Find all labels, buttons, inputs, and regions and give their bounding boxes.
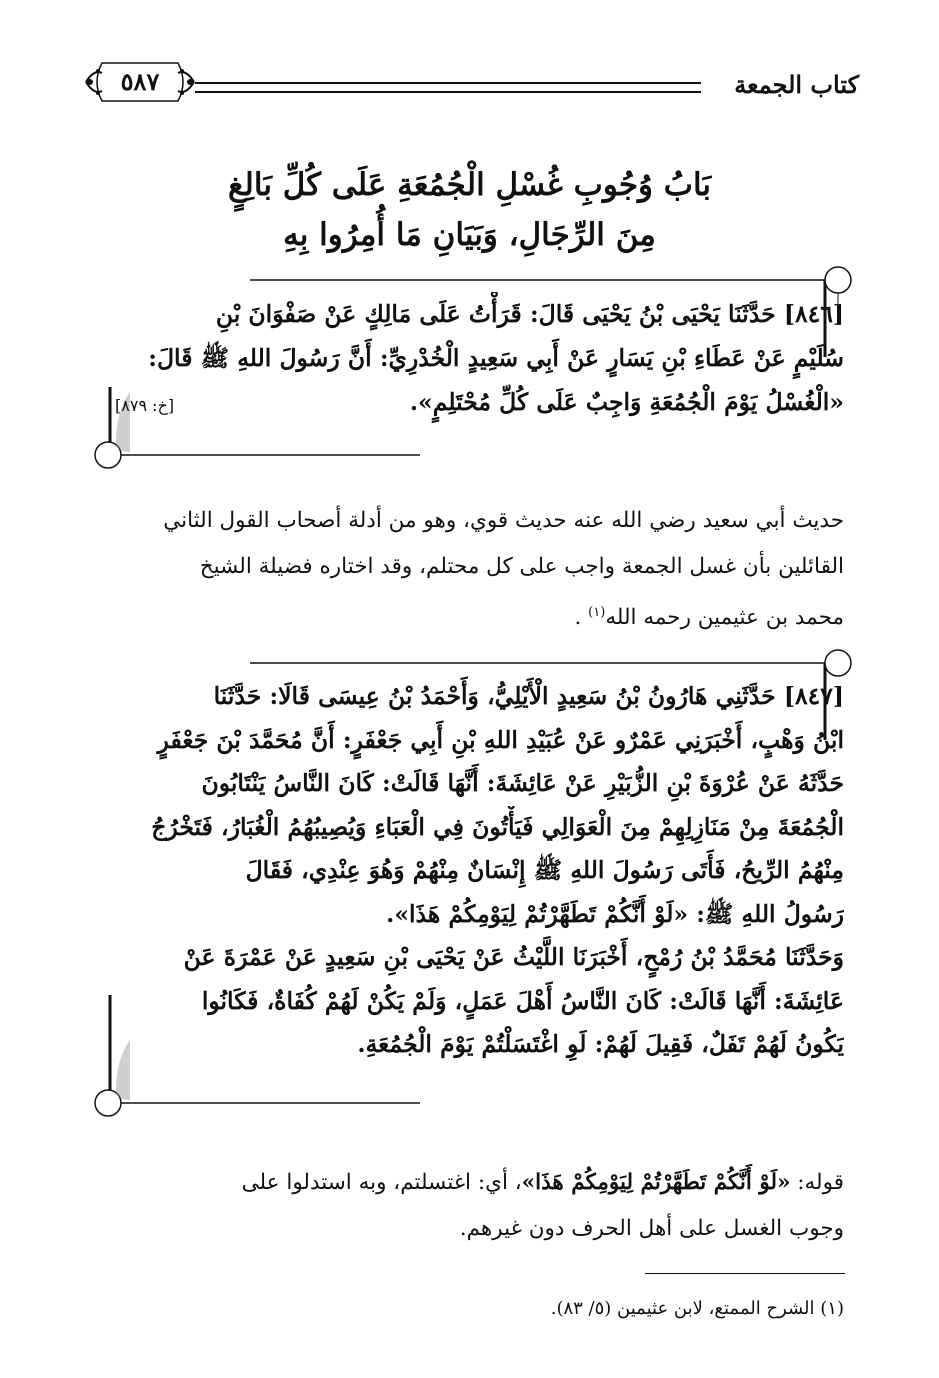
commentary-paragraph <box>80 1160 844 1252</box>
page-number: ٥٨٧ <box>120 67 160 96</box>
chapter-title-line: بَابُ وُجُوبِ غُسْلِ الْجُمُعَةِ عَلَى كُلِّ بَالِغٍ <box>227 167 712 203</box>
hadith-line <box>115 380 844 428</box>
commentary-line: حديث أبي سعيد رضي الله عنه حديث قوي، وهو من أدلة أصحاب القول الثاني <box>163 508 844 533</box>
commentary-line: وجوب الغسل على أهل الحرف دون غيرهم. <box>459 1216 844 1241</box>
bukhari-reference: [خ: ٨٧٩] <box>115 396 175 415</box>
hadith-847 <box>115 675 844 1067</box>
page-number-frame <box>82 59 198 105</box>
hadith-line: رَسُولُ اللهِ ﷺ: «لَوْ أَنَّكُمْ تَطَهَّرْتُمْ لِيَوْمِكُمْ هَذَا». <box>386 899 844 928</box>
commentary-text: ، أي: اغتسلتم، وبه استدلوا على <box>241 1170 522 1195</box>
hadith-line: حَدَّثَهُ عَنْ عُرْوَةَ بْنِ الزُّبَيْرِ عَنْ عَائِشَةَ: أَنَّهَا قَالَتْ: كَانَ النَّاسُ يَنْتَابُونَ <box>201 769 844 797</box>
commentary-line <box>80 590 844 641</box>
hadith-line: يَكُونُ لَهُمْ تَفَلٌ، فَقِيلَ لَهُمْ: لَوِ اغْتَسَلْتُمْ يَوْمَ الْجُمُعَةِ. <box>357 1030 844 1058</box>
commentary-paragraph <box>80 498 844 641</box>
hadith-846 <box>115 292 844 428</box>
hadith-line: وَحَدَّثَنَا مُحَمَّدُ بْنُ رُمْحٍ، أَخْبَرَنَا اللَّيْثُ عَنْ يَحْيَى بْنِ سَعِيدٍ عَنْ عَمْرَةَ عَنْ <box>183 943 844 971</box>
chapter-title-line: مِنَ الرِّجَالِ، وَبَيَانِ مَا أُمِرُوا بِهِ <box>283 217 656 253</box>
quoted-hadith: «لَوْ أَنَّكُمْ تَطَهَّرْتُمْ لِيَوْمِكُمْ هَذَا» <box>521 1170 791 1195</box>
hadith-line: عَائِشَةَ: أَنَّهَا قَالَتْ: كَانَ النَّاسُ أَهْلَ عَمَلٍ، وَلَمْ يَكُنْ لَهُمْ كُفَاةٌ، فَكَانُوا <box>201 986 844 1015</box>
hadith-line: مِنْهُمُ الرِّيحُ، فَأَتَى رَسُولَ اللهِ ﷺ إِنْسَانٌ مِنْهُمْ وَهُوَ عِنْدِي، فَقَالَ <box>245 856 844 884</box>
hadith-text: «الْغُسْلُ يَوْمَ الْجُمُعَةِ وَاجِبٌ عَلَى كُلِّ مُحْتَلِمٍ». <box>409 388 844 416</box>
commentary-text: قوله: <box>797 1170 844 1195</box>
hadith-line: سُلَيْمٍ عَنْ عَطَاءِ بْنِ يَسَارٍ عَنْ أَبِي سَعِيدٍ الْخُدْرِيِّ: أَنَّ رَسُولَ اللهِ ﷺ قَالَ: <box>148 344 844 372</box>
book-title: كتاب الجمعة <box>734 70 859 99</box>
hadith-line: [٨٤٦] حَدَّثَنَا يَحْيَى بْنُ يَحْيَى قَالَ: قَرَأْتُ عَلَى مَالِكٍ عَنْ صَفْوَانَ بْنِ <box>215 300 844 328</box>
chapter-title <box>120 160 819 260</box>
footnote-marker[interactable]: (١) <box>588 605 606 620</box>
footnote-separator <box>645 1273 845 1274</box>
header-rule <box>195 82 701 93</box>
commentary-line: القائلين بأن غسل الجمعة واجب على كل محتلم، وقد اختاره فضيلة الشيخ <box>199 554 844 579</box>
commentary-text: . <box>574 605 582 631</box>
hadith-line: [٨٤٧] حَدَّثَنِي هَارُونُ بْنُ سَعِيدٍ الْأَيْلِيُّ، وَأَحْمَدُ بْنُ عِيسَى قَالَا: حَدَّثَنَا <box>213 682 844 710</box>
commentary-text: محمد بن عثيمين رحمه الله <box>605 605 844 631</box>
hadith-line: ابْنُ وَهْبٍ، أَخْبَرَنِي عَمْرٌو عَنْ عُبَيْدِ اللهِ بْنِ أَبِي جَعْفَرٍ: أَنَّ مُحَمَّدَ بْنَ جَعْفَرٍ <box>157 725 844 754</box>
commentary-line <box>80 1160 844 1206</box>
hadith-line: الْجُمُعَةَ مِنْ مَنَازِلِهِمْ مِنَ الْعَوَالِي فَيَأْتُونَ فِي الْعَبَاءِ وَيُصِيبُهُمُ الْغُبَارُ، فَتَخْرُجُ <box>151 812 844 841</box>
footnote: (١) الشرح الممتع، لابن عثيمين (٥/ ٨٣). <box>550 1298 844 1319</box>
